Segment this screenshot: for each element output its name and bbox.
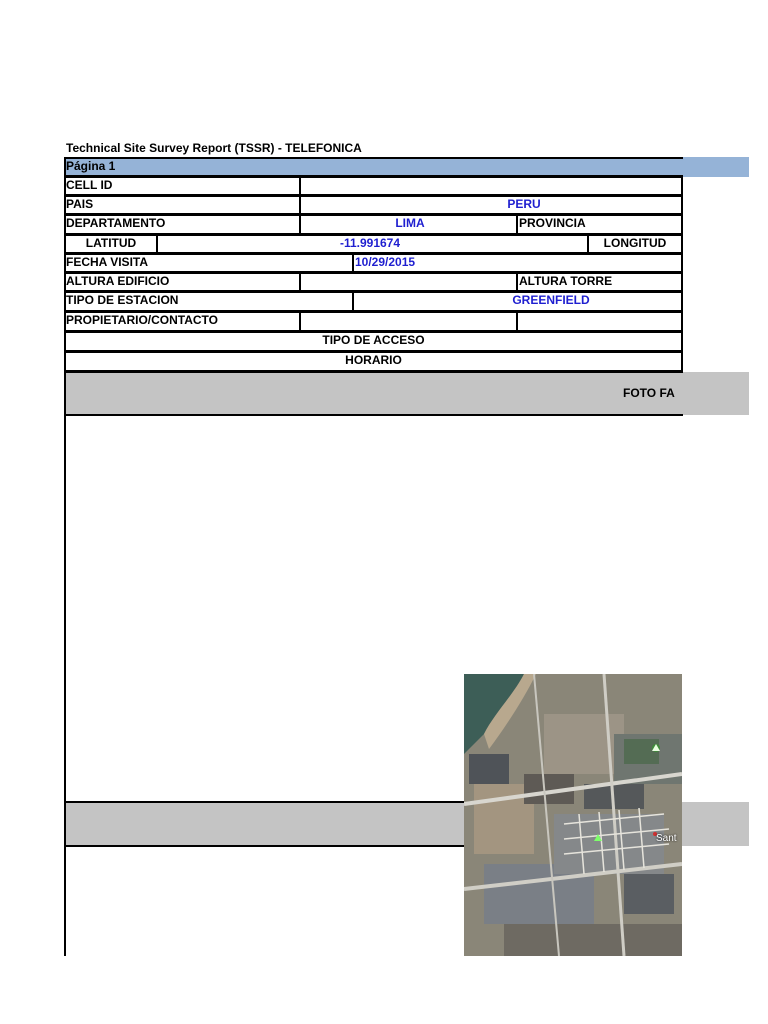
altura-divider-2 (516, 272, 518, 292)
cell-id-row (64, 176, 683, 196)
map-place-label: Sant (656, 833, 677, 844)
cell-id-label: CELL ID (66, 178, 113, 192)
pais-label: PAIS (66, 197, 94, 211)
fecha-value: 10/29/2015 (355, 255, 416, 269)
page-left-border (64, 415, 66, 956)
departamento-label: DEPARTAMENTO (66, 216, 166, 230)
pais-divider (299, 195, 301, 215)
tipo-estacion-label: TIPO DE ESTACION (66, 293, 179, 307)
latitud-label: LATITUD (85, 236, 137, 250)
satellite-photo (464, 674, 682, 956)
altura-torre-label: ALTURA TORRE (519, 274, 613, 288)
propietario-divider-1 (299, 311, 301, 332)
foto-section-border (64, 371, 683, 416)
page-label: Página 1 (66, 159, 116, 173)
tipo-estacion-divider (352, 291, 354, 312)
longitud-label: LONGITUD (603, 236, 667, 250)
report-title: Technical Site Survey Report (TSSR) - TELEFONICA (66, 141, 362, 155)
altura-edificio-label: ALTURA EDIFICIO (66, 274, 170, 288)
propietario-label: PROPIETARIO/CONTACTO (66, 313, 219, 327)
tipo-acceso-label: TIPO DE ACCESO (322, 333, 425, 347)
page-header-border (64, 157, 683, 177)
satellite-image (464, 674, 682, 956)
departamento-value: LIMA (395, 216, 425, 230)
fecha-label: FECHA VISITA (66, 255, 149, 269)
foto-section-title: FOTO FA (623, 386, 675, 400)
latitud-divider-1 (156, 234, 158, 254)
propietario-divider-2 (516, 311, 518, 332)
cell-id-divider (299, 176, 301, 196)
altura-divider-1 (299, 272, 301, 292)
lower-section-border (64, 801, 464, 847)
provincia-label: PROVINCIA (519, 216, 586, 230)
fecha-divider (352, 253, 354, 273)
tipo-estacion-value: GREENFIELD (512, 293, 590, 307)
latitud-value: -11.991674 (339, 236, 401, 250)
pais-value: PERU (507, 197, 541, 211)
departamento-divider-2 (516, 214, 518, 235)
departamento-divider-1 (299, 214, 301, 235)
pais-row (64, 195, 683, 215)
horario-label: HORARIO (345, 353, 402, 367)
